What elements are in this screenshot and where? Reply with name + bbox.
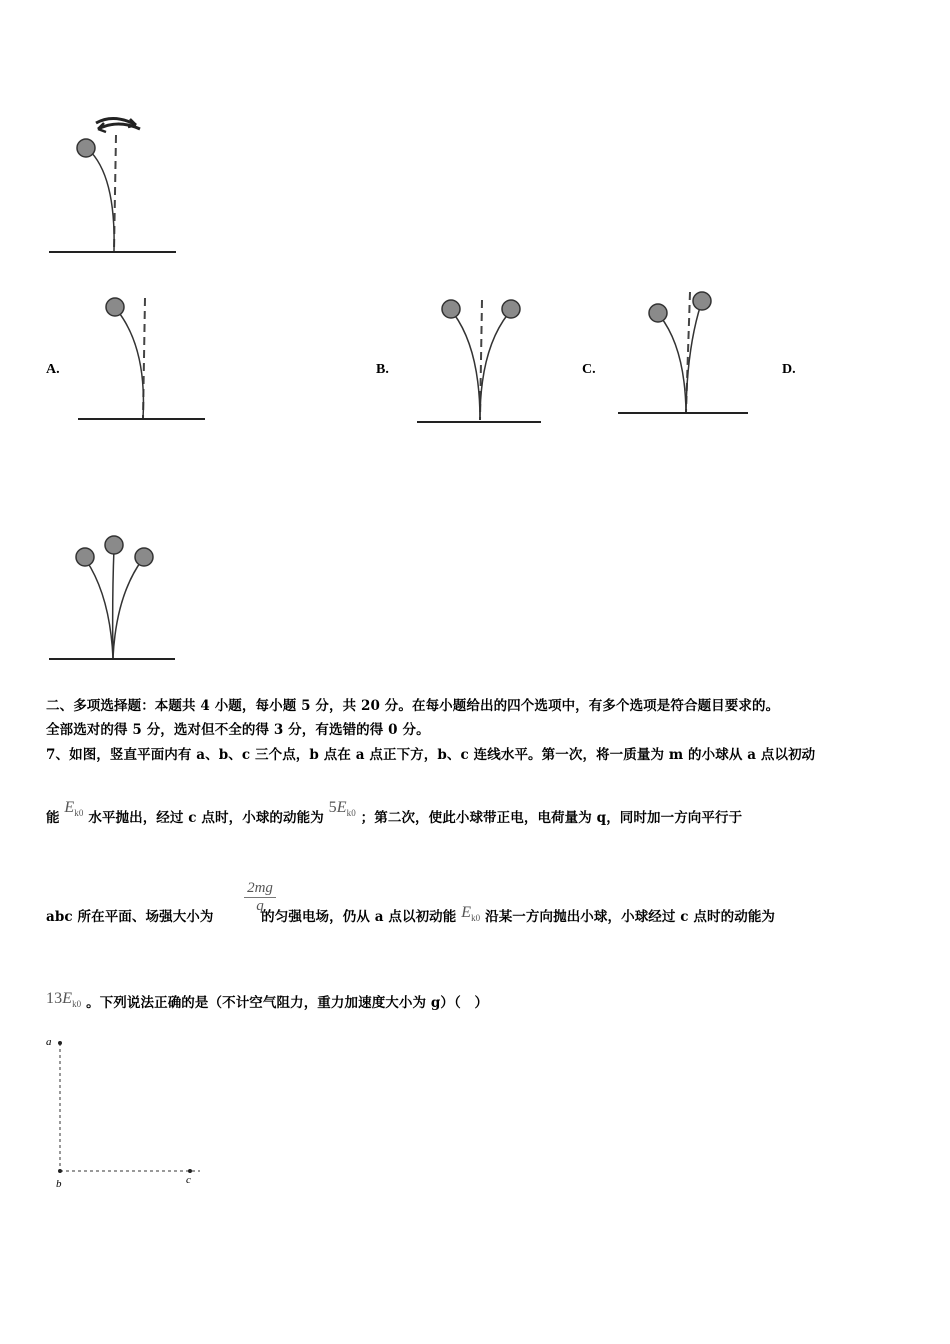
five-ek0-formula bbox=[328, 799, 356, 819]
option-c-figure bbox=[615, 284, 753, 419]
ek0-sub-3: k0 bbox=[471, 913, 481, 924]
fraction-numerator: 2mg bbox=[244, 880, 276, 898]
ek0-formula-3 bbox=[461, 904, 481, 924]
ek0-symbol-2: E bbox=[336, 799, 347, 816]
q7-line4-suffix: 。下列说法正确的是（不计空气阻力，重力加速度大小为 g）（ ） bbox=[86, 995, 489, 1011]
q7-line3-mid: 的匀强电场，仍从 a 点以初动能 bbox=[261, 909, 457, 925]
q7-line3-suffix: 沿某一方向抛出小球，小球经过 c 点时的动能为 bbox=[485, 909, 776, 925]
section-heading-line1: 二、多项选择题：本题共 4 小题，每小题 5 分，共 20 分。在每小题给出的四个选项中，有多个选项是符合题目要求的。 bbox=[46, 698, 780, 714]
five-coeff: 5 bbox=[328, 799, 337, 816]
question7-line4 bbox=[46, 991, 488, 1013]
ek0-symbol-4: E bbox=[62, 990, 73, 1007]
option-b-label[interactable]: B. bbox=[376, 362, 389, 377]
option-d-figure bbox=[44, 530, 184, 665]
ek0-formula bbox=[64, 799, 84, 819]
option-d-label[interactable]: D. bbox=[782, 362, 796, 377]
q7-line3-prefix: abc 所在平面、场强大小为 bbox=[46, 909, 214, 925]
option-b-figure bbox=[414, 290, 546, 425]
section-heading-line2: 全部选对的得 5 分，选对但不全的得 3 分，有选错的得 0 分。 bbox=[46, 722, 430, 738]
q7-line2-suffix: ；第二次，使此小球带正电，电荷量为 q，同时加一方向平行于 bbox=[360, 810, 743, 826]
option-a-figure bbox=[75, 288, 210, 423]
ek0-sub: k0 bbox=[74, 808, 84, 819]
point-a-label: a bbox=[46, 1036, 52, 1048]
ek0-symbol: E bbox=[64, 799, 75, 816]
stalk-rotation-figure bbox=[44, 105, 184, 260]
thirteen-ek0-formula bbox=[46, 990, 82, 1010]
option-c-label[interactable]: C. bbox=[582, 362, 596, 377]
q7-line2-mid: 水平抛出，经过 c 点时，小球的动能为 bbox=[88, 810, 324, 826]
fraction-denominator: q bbox=[256, 898, 264, 914]
question7-line2 bbox=[46, 799, 743, 828]
option-a-label[interactable]: A. bbox=[46, 362, 60, 377]
ek0-symbol-3: E bbox=[461, 904, 472, 921]
field-strength-fraction bbox=[244, 880, 276, 915]
point-b-label: b bbox=[56, 1178, 62, 1190]
thirteen-coeff: 13 bbox=[46, 990, 63, 1007]
ek0-sub-2: k0 bbox=[346, 808, 356, 819]
point-c-label: c bbox=[186, 1174, 191, 1186]
question7-line3 bbox=[46, 905, 775, 927]
abc-point-diagram bbox=[40, 1035, 215, 1195]
question7-line1: 7、如图，竖直平面内有 a、b、c 三个点，b 点在 a 点正下方，b、c 连线水平。第一次，将一质量为 m 的小球从 a 点以初动 bbox=[46, 747, 816, 763]
ek0-sub-4: k0 bbox=[72, 999, 82, 1010]
q7-line2-prefix: 能 bbox=[46, 810, 60, 826]
